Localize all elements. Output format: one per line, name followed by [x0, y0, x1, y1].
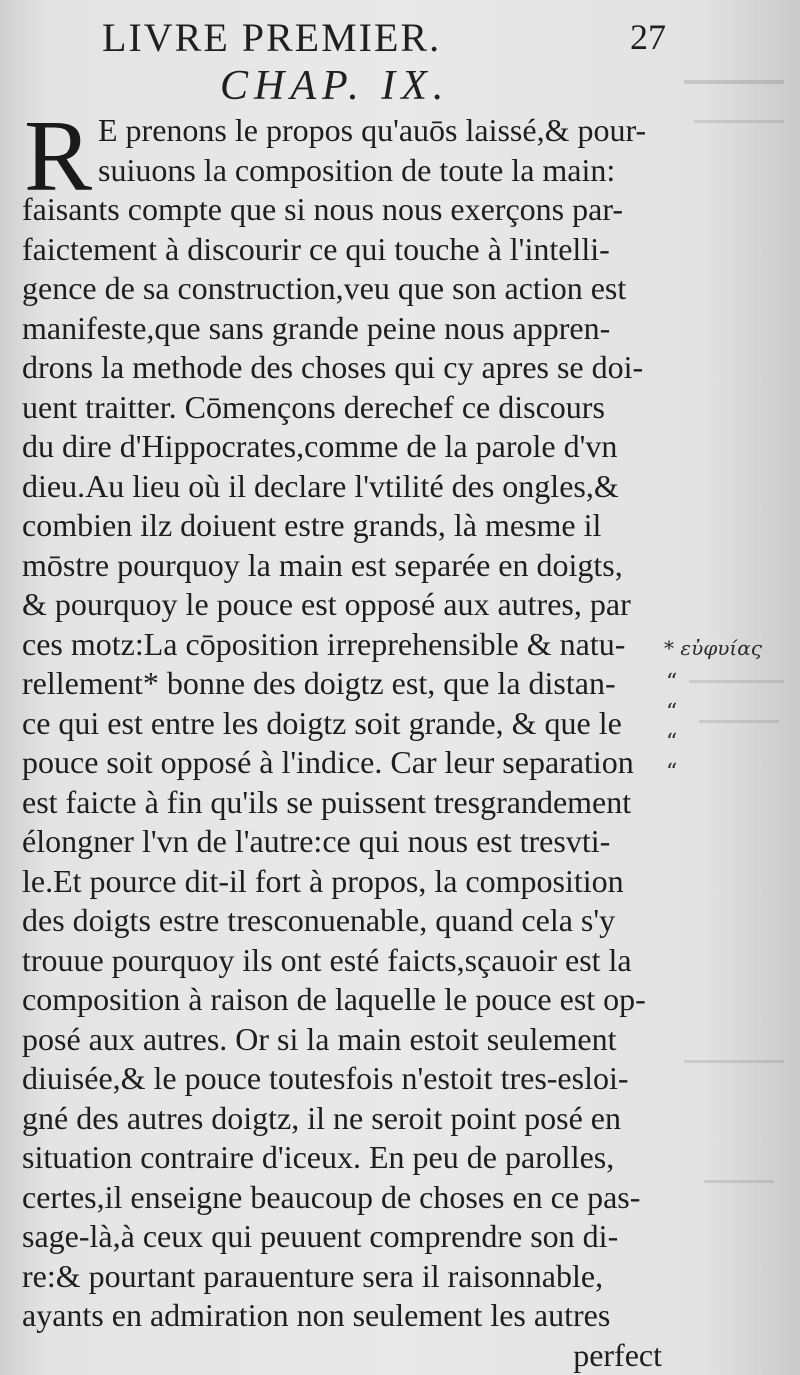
text-line: est faicte à fin qu'ils se puissent tresgrandement	[22, 783, 632, 820]
catchword: perfect	[573, 1336, 662, 1373]
text-line: gné des autres doigtz, il ne seroit point posé en	[22, 1099, 621, 1136]
page-header	[0, 14, 800, 64]
text-line: situation contraire d'iceux. En peu de parolles,	[22, 1139, 615, 1175]
text-line: combien ilz doiuent estre grands, là mesme il	[22, 507, 602, 543]
text-line: uent traitter. Cōmençons derechef ce discours	[22, 388, 605, 425]
text-line: rellement* bonne des doigtz est, que la distan-	[22, 665, 616, 701]
text-line: & pourquoy le pouce est opposé aux autres, par	[22, 586, 631, 622]
text-line: mōstre pourquoy la main est separée en doigts,	[22, 546, 623, 583]
text-line: diuisée,& le pouce toutesfois n'estoit tres-esloi-	[22, 1060, 629, 1096]
text-line: faisants compte que si nous nous exerçons par-	[22, 191, 623, 227]
text-line: sage-là,à ceux qui peuuent comprendre son di-	[22, 1218, 619, 1254]
text-block	[22, 111, 662, 1375]
text-line: ayants en admiration non seulement les autres	[22, 1297, 611, 1333]
text-line: élongner l'vn de l'autre:ce qui nous est tresvti-	[22, 823, 611, 859]
text-line: suiuons la composition de toute la main:	[98, 151, 616, 188]
text-line: faictement à discourir ce qui touche à l'intelli-	[22, 230, 610, 267]
quote-mark: “	[666, 700, 678, 725]
margin-gloss: * εὐφυίας	[664, 636, 762, 660]
text-line: du dire d'Hippocrates,comme de la parole d'vn	[22, 428, 618, 464]
text-line: re:& pourtant parauenture sera il raisonnable,	[22, 1257, 604, 1294]
text-line: E prenons le propos qu'auōs laissé,& pour-	[98, 112, 647, 148]
text-line: pouce soit opposé à l'indice. Car leur separation	[22, 744, 634, 780]
text-line: manifeste,que sans grande peine nous appren-	[22, 309, 611, 346]
drop-cap: R	[24, 100, 93, 213]
text-line: trouue pourquoy ils ont esté faicts,sçauoir est la	[22, 941, 632, 978]
chapter-title: CHAP. IX.	[220, 63, 450, 109]
text-line: composition à raison de laquelle le pouce est op-	[22, 981, 646, 1017]
quote-mark: “	[666, 730, 678, 755]
text-line: gence de sa construction,veu que son action est	[22, 270, 627, 306]
text-line: posé aux autres. Or si la main estoit seulement	[22, 1020, 617, 1057]
text-line: drons la methode des choses qui cy apres se doi-	[22, 349, 644, 385]
page-number: 27	[630, 17, 666, 57]
text-line: dieu.Au lieu où il declare l'vtilité des ongles,&	[22, 467, 619, 504]
quote-mark: “	[666, 760, 678, 785]
text-line: certes,il enseigne beaucoup de choses en ce pas-	[22, 1178, 641, 1215]
text-line: le.Et pource dit-il fort à propos, la composition	[22, 862, 624, 899]
running-head: LIVRE PREMIER.	[102, 15, 442, 60]
quote-mark: “	[666, 670, 678, 695]
text-line: ces motz:La cōposition irreprehensible & natu-	[22, 625, 626, 662]
margin-notes	[664, 636, 794, 790]
text-line: ce qui est entre les doigtz soit grande, & que le	[22, 704, 622, 741]
text-line: des doigts estre tresconuenable, quand cela s'y	[22, 902, 616, 938]
